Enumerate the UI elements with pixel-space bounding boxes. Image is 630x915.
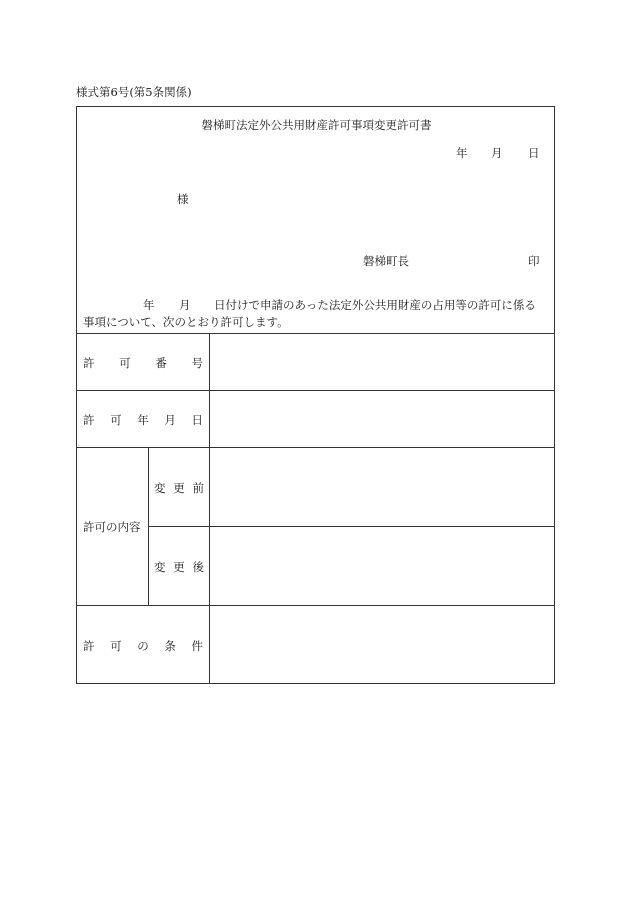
permit-number-label: 許 可 番 号 xyxy=(83,356,203,370)
body-month: 月 xyxy=(179,298,191,312)
permit-form-frame xyxy=(76,106,555,684)
divider xyxy=(77,605,554,606)
before-change-label: 変 更 前 xyxy=(154,481,204,495)
permit-date-label: 許 可 年 月 日 xyxy=(83,413,203,427)
divider xyxy=(77,333,554,334)
seal-mark: 印 xyxy=(528,254,540,268)
issuer-title: 磐梯町長 xyxy=(363,254,409,268)
permit-content-label: 許可の内容 xyxy=(83,520,141,534)
divider xyxy=(148,447,149,605)
addressee-suffix: 様 xyxy=(177,192,189,206)
divider xyxy=(209,333,210,683)
body-year: 年 xyxy=(143,298,155,312)
date-day: 日 xyxy=(528,146,540,160)
conditions-label: 許 可 の 条 件 xyxy=(83,639,203,653)
divider xyxy=(77,390,554,391)
form-title: 磐梯町法定外公共用財産許可事項変更許可書 xyxy=(201,118,432,132)
date-month: 月 xyxy=(491,146,503,160)
form-id: 様式第6号(第5条関係) xyxy=(76,85,192,99)
after-change-label: 変 更 後 xyxy=(154,560,204,574)
date-year: 年 xyxy=(456,146,468,160)
body-text-line1: 日付けで申請のあった法定外公共用財産の占用等の許可に係る xyxy=(214,298,536,312)
body-text-line2: 事項について、次のとおり許可します。 xyxy=(83,315,289,329)
